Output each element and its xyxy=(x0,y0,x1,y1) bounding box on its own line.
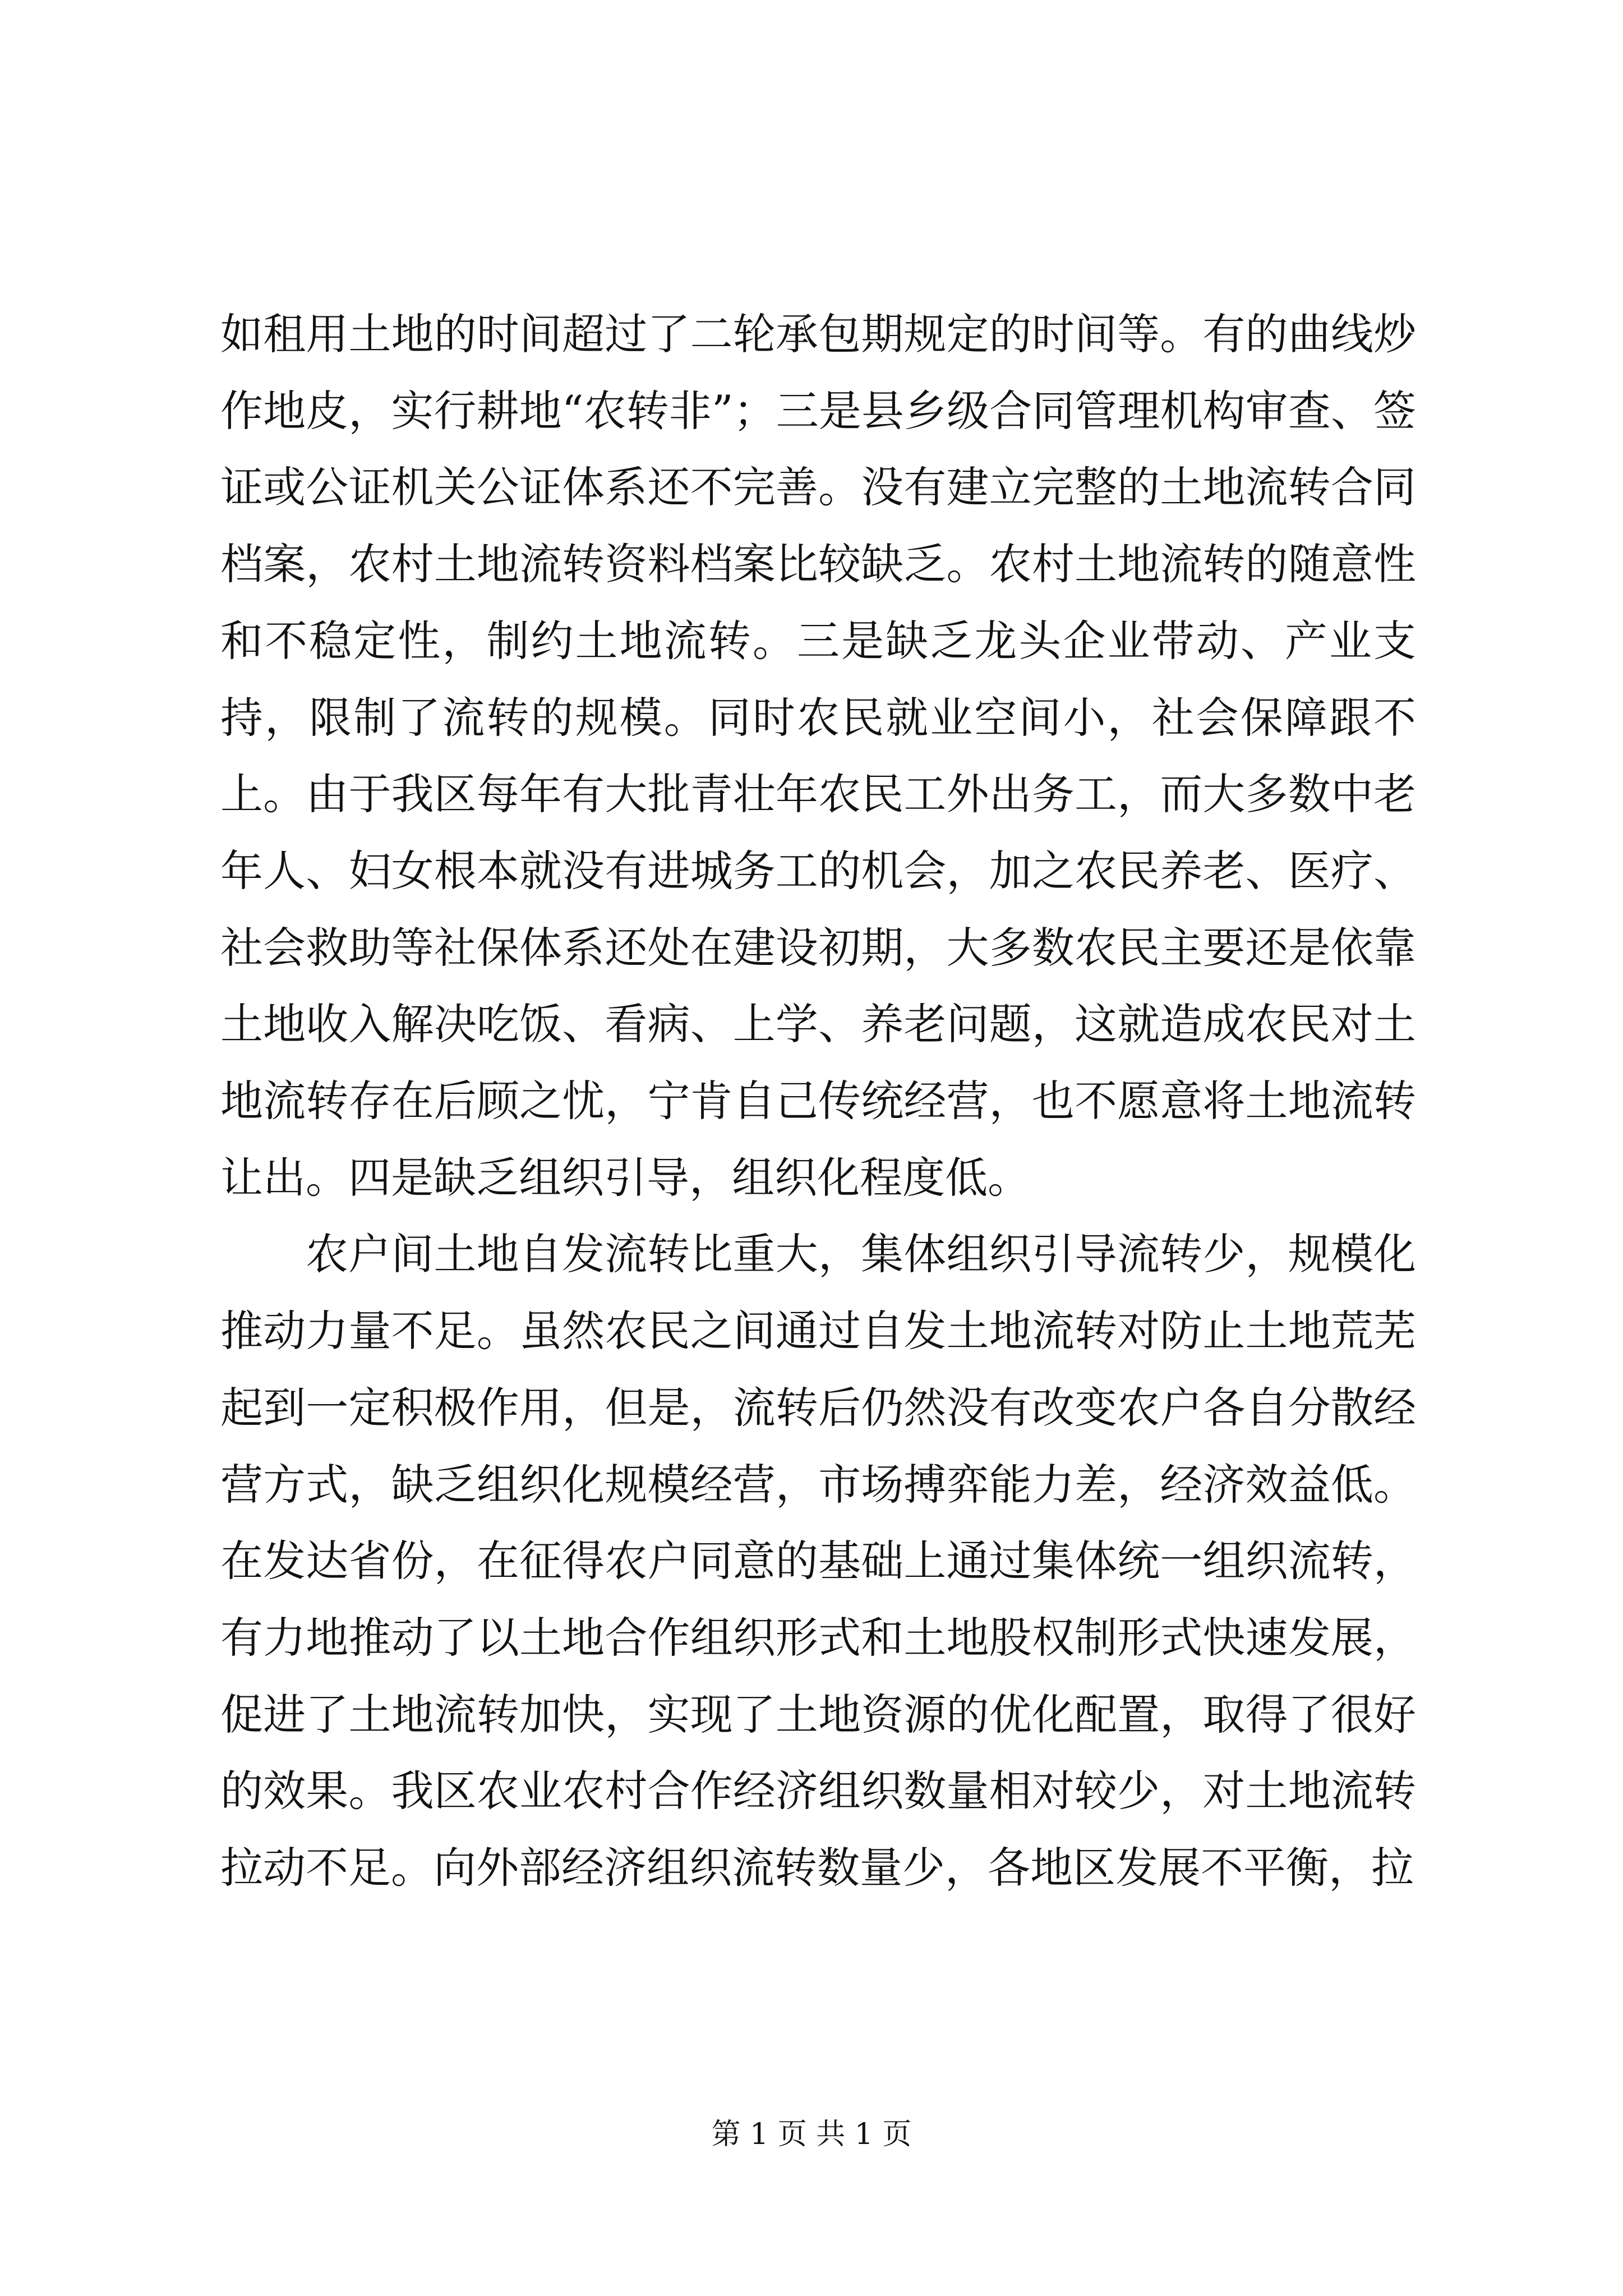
page-footer: 第 1 页 共 1 页 xyxy=(711,2118,912,2151)
document-body xyxy=(220,296,1416,1907)
paragraph-2: 农户间土地自发流转比重大，集体组织引导流转少，规模化推动力量不足。虽然农民之间通过自发土地流转对防止土地荒芜起到一定积极作用，但是，流转后仍然没有改变农户各自分散经营方式，缺乏组织化规模经营，市场搏弈能力差，经济效益低。在发达省份，在征得农户同意的基础上通过集体统一组织流转，有力地推动了以土地合作组织形式和土地股权制形式快速发展，促进了土地流转加快，实现了土地资源的优化配置，取得了很好的效果。我区农业农村合作经济组织数量相对较少，对土地流转拉动不足。向外部经济组织流转数量少，各地区发展不平衡，拉 xyxy=(220,1229,1416,1893)
paragraph-1: 如租用土地的时间超过了二轮承包期规定的时间等。有的曲线炒作地皮，实行耕地“农转非”；三是县乡级合同管理机构审查、签证或公证机关公证体系还不完善。没有建立完整的土地流转合同档案，农村土地流转资料档案比较缺乏。农村土地流转的随意性和不稳定性，制约土地流转。三是缺乏龙头企业带动、产业支持，限制了流转的规模。同时农民就业空间小，社会保障跟不上。由于我区每年有大批青壮年农民工外出务工，而大多数中老年人、妇女根本就没有进城务工的机会，加之农民养老、医疗、社会救助等社保体系还处在建设初期，大多数农民主要还是依靠土地收入解决吃饭、看病、上学、养老问题，这就造成农民对土地流转存在后顾之忧，宁肯自己传统经营，也不愿意将土地流转让出。四是缺乏组织引导，组织化程度低。 xyxy=(220,309,1416,1203)
